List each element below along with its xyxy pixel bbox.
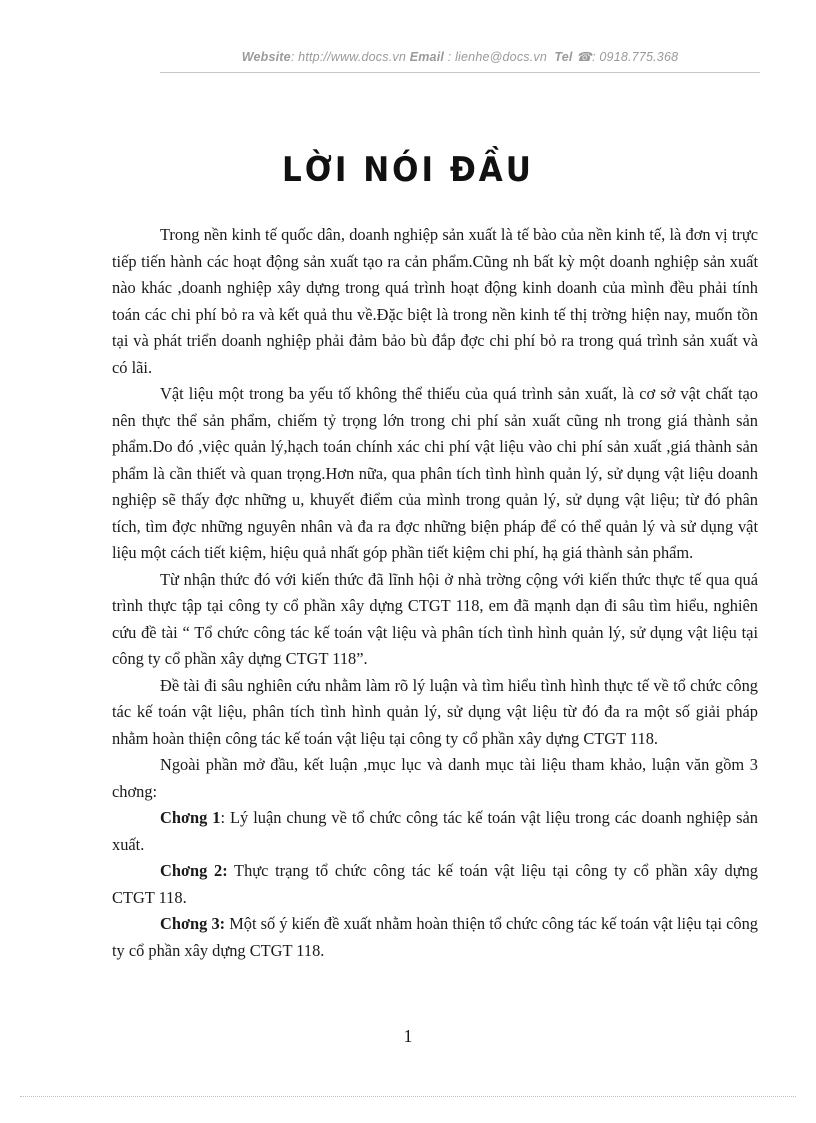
paragraph: Trong nền kinh tế quốc dân, doanh nghiệp sản xuất là tế bào của nền kinh tế, là đơn vị trực tiếp tiến hành các hoạt động sản xuất tạo ra cản phẩm.Cũng nh bất kỳ một doanh nghiệp sản xuất nào khác ,doanh nghiệp xây dựng trong quá trình hoạt động kinh doanh của mình đều phải tính toán các chi phí bỏ ra và kết quả thu về.Đặc biệt là trong nền kinh tế thị trờng hiện nay, muốn tồn tại và phát triển doanh nghiệp phải đảm bảo bù đắp đợc chi phí bỏ ra trong quá trình sản xuất và có lãi. xyxy=(112,225,758,377)
chapter-label: Chơng 2: xyxy=(160,861,228,880)
footer-divider xyxy=(20,1096,796,1097)
website-value: : http://www.docs.vn xyxy=(290,50,406,64)
website-label: Website xyxy=(241,50,291,64)
header-divider xyxy=(160,72,760,73)
email-label: Email xyxy=(409,50,445,64)
chapter-label: Chơng 1 xyxy=(160,808,221,827)
chapter-text: Một số ý kiến đề xuất nhằm hoàn thiện tổ chức công tác kế toán vật liệu tại công ty cổ phần xây dựng CTGT 118. xyxy=(112,914,758,960)
paragraph: Ngoài phần mở đầu, kết luận ,mục lục và danh mục tài liệu tham khảo, luận văn gồm 3 chơng: xyxy=(112,755,758,801)
document-body xyxy=(112,222,758,964)
chapter-text: Thực trạng tổ chức công tác kế toán vật liệu tại công ty cổ phần xây dựng CTGT 118. xyxy=(112,861,758,907)
tel-label: Tel xyxy=(554,50,573,64)
chapter-item xyxy=(112,911,758,964)
paragraph: Vật liệu một trong ba yếu tố không thể thiếu của quá trình sản xuất, là cơ sở vật chất tạo nên thực thể sản phẩm, chiếm tỷ trọng lớn trong chi phí sản xuất cũng nh trong giá thành sản phẩm.Do đó ,việc quản lý,hạch toán chính xác chi phí vật liệu vào chi phí sản xuất ,giá thành sản phẩm là cần thiết và quan trọng.Hơn nữa, qua phân tích tình hình quản lý, sử dụng vật liệu doanh nghiệp sẽ thấy đợc những u, khuyết điểm của mình trong quản lý, sử dụng vật liệu; từ đó phân tích, tìm đợc những nguyên nhân và đa ra đợc những biện pháp để có thể quản lý và sử dụng vật liệu một cách tiết kiệm, hiệu quả nhất góp phần tiết kiệm chi phí, hạ giá thành sản phẩm. xyxy=(112,384,758,562)
chapter-text: : Lý luận chung về tổ chức công tác kế toán vật liệu trong các doanh nghiệp sản xuất. xyxy=(112,808,758,854)
page-number: 1 xyxy=(403,1026,413,1046)
chapter-item xyxy=(112,858,758,911)
chapter-label: Chơng 3: xyxy=(160,914,226,933)
paragraph: Từ nhận thức đó với kiến thức đã lĩnh hội ở nhà trờng cộng với kiến thức thực tế qua quá trình thực tập tại công ty cổ phần xây dựng CTGT 118, em đã mạnh dạn đi sâu tìm hiểu, nghiên cứu đề tài “ Tổ chức công tác kế toán vật liệu và phân tích tình hình quản lý, sử dụng vật liệu tại công ty cổ phần xây dựng CTGT 118”. xyxy=(112,569,758,668)
tel-value: : 0918.775.368 xyxy=(592,50,679,64)
page-title: LỜI NÓI ĐẦU xyxy=(282,150,534,190)
page-header xyxy=(160,49,760,71)
chapter-item xyxy=(112,805,758,858)
phone-icon: ☎ xyxy=(576,50,593,64)
email-value: : lienhe@docs.vn xyxy=(447,50,548,64)
paragraph: Đề tài đi sâu nghiên cứu nhằm làm rõ lý luận và tìm hiểu tình hình thực tế về tổ chức công tác kế toán vật liệu, phân tích tình hình quản lý, sử dụng vật liệu từ đó đa ra một số giải pháp nhằm hoàn thiện công tác kế toán vật liệu tại công ty cổ phần xây dựng CTGT 118. xyxy=(112,675,758,748)
